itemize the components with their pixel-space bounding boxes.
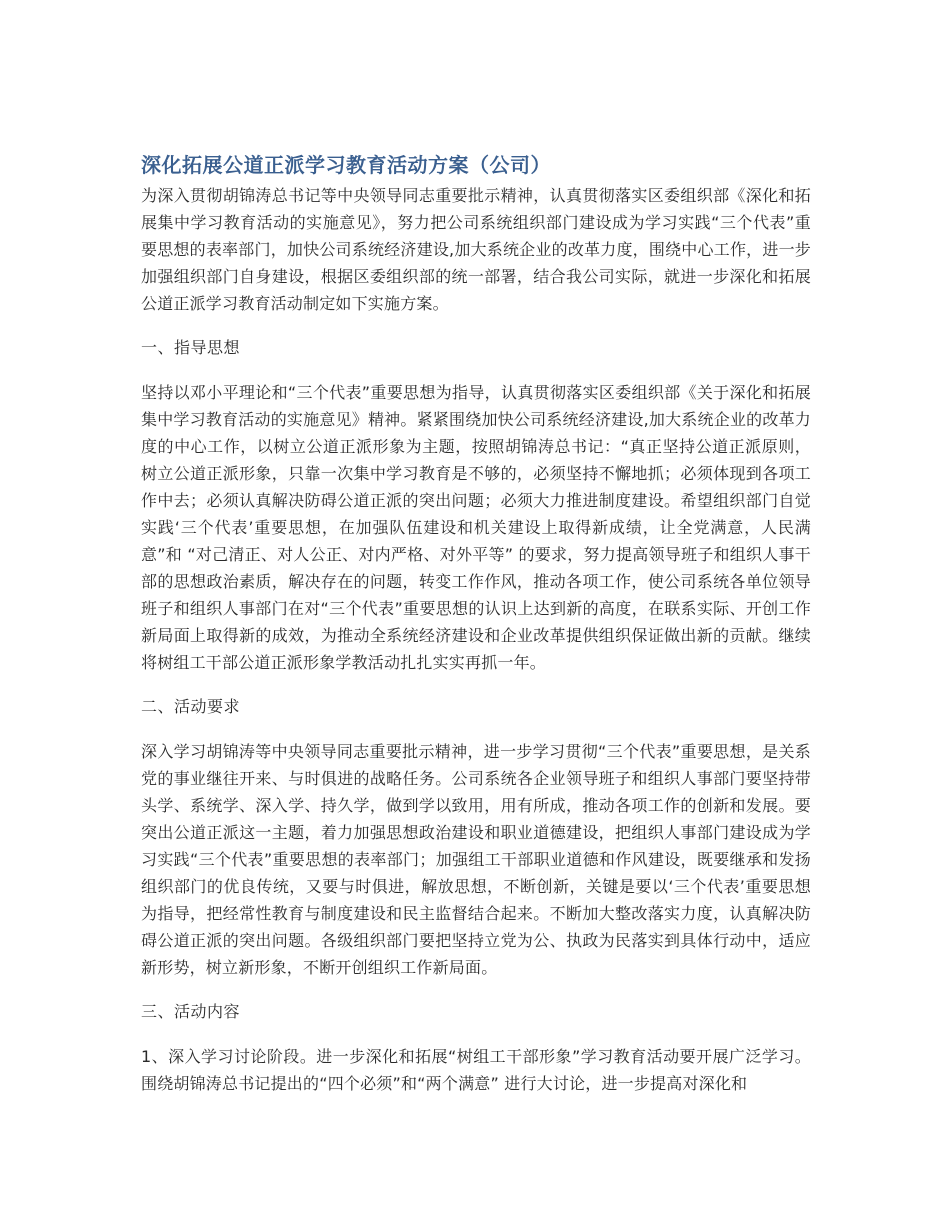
- section-heading: 一、指导思想: [141, 338, 241, 357]
- section-heading: 三、活动内容: [141, 1002, 241, 1021]
- intro-paragraph: 为深入贯彻胡锦涛总书记等中央领导同志重要批示精神，认真贯彻落实区委组织部《深化和拓展集中学习教育活动的实施意见》，努力把公司系统组织部门建设成为学习实践“三个代表”重要思想的表率部门，加快公司系统经济建设,加大系统企业的改革力度，围绕中心工作，进一步加强组织部门自身建设，根据区委组织部的统一部署，结合我公司实际，就进一步深化和拓展公道正派学习教育活动制定如下实施方案。: [141, 186, 811, 313]
- section-activity-requirements: [141, 694, 811, 981]
- section-activity-content: [141, 999, 811, 1097]
- section-heading: 二、活动要求: [141, 697, 241, 716]
- section-guiding-thought: [141, 335, 811, 676]
- document-content: [141, 150, 811, 1115]
- section-paragraph: 坚持以邓小平理论和“三个代表”重要思想为指导，认真贯彻落实区委组织部《关于深化和拓展集中学习教育活动的实施意见》精神。紧紧围绕加快公司系统经济建设,加大系统企业的改革力度的中心工作，以树立公道正派形象为主题，按照胡锦涛总书记：“真正坚持公道正派原则，树立公道正派形象，只靠一次集中学习教育是不够的，必须坚持不懈地抓；必须体现到各项工作中去；必须认真解决防碍公道正派的突出问题；必须大力推进制度建设。希望组织部门自觉实践‘三个代表’重要思想，在加强队伍建设和机关建设上取得新成绩，让全党满意，人民满意”和 “对己清正、对人公正、对内严格、对外平等” 的要求，努力提高领导班子和组织人事干部的思想政治素质，解决存在的问题，转变工作作风，推动各项工作，使公司系统各单位领导班子和组织人事部门在对“三个代表”重要思想的认识上达到新的高度，在联系实际、开创工作新局面上取得新的成效，为推动全系统经济建设和企业改革提供组织保证做出新的贡献。继续将树组工干部公道正派形象学教活动扎扎实实再抓一年。: [141, 383, 811, 672]
- document-title: 深化拓展公道正派学习教育活动方案（公司）: [141, 153, 551, 177]
- section-paragraph: 深入学习胡锦涛等中央领导同志重要批示精神，进一步学习贯彻“三个代表”重要思想，是关系党的事业继往开来、与时俱进的战略任务。公司系统各企业领导班子和组织人事部门要坚持带头学、系统学、深入学、持久学，做到学以致用，用有所成，推动各项工作的创新和发展。要突出公道正派这一主题，着力加强思想政治建设和职业道德建设，把组织人事部门建设成为学习实践“三个代表”重要思想的表率部门；加强组工干部职业道德和作风建设，既要继承和发扬组织部门的优良传统，又要与时俱进，解放思想，不断创新，关键是要以‘三个代表’重要思想为指导，把经常性教育与制度建设和民主监督结合起来。不断加大整改落实力度，认真解决防碍公道正派的突出问题。各级组织部门要把坚持立党为公、执政为民落实到具体行动中，适应新形势，树立新形象，不断开创组织工作新局面。: [141, 742, 811, 977]
- section-paragraph: 1、深入学习讨论阶段。进一步深化和拓展“树组工干部形象”学习教育活动要开展广泛学习。围绕胡锦涛总书记提出的“四个必须”和“两个满意” 进行大讨论，进一步提高对深化和: [141, 1047, 811, 1093]
